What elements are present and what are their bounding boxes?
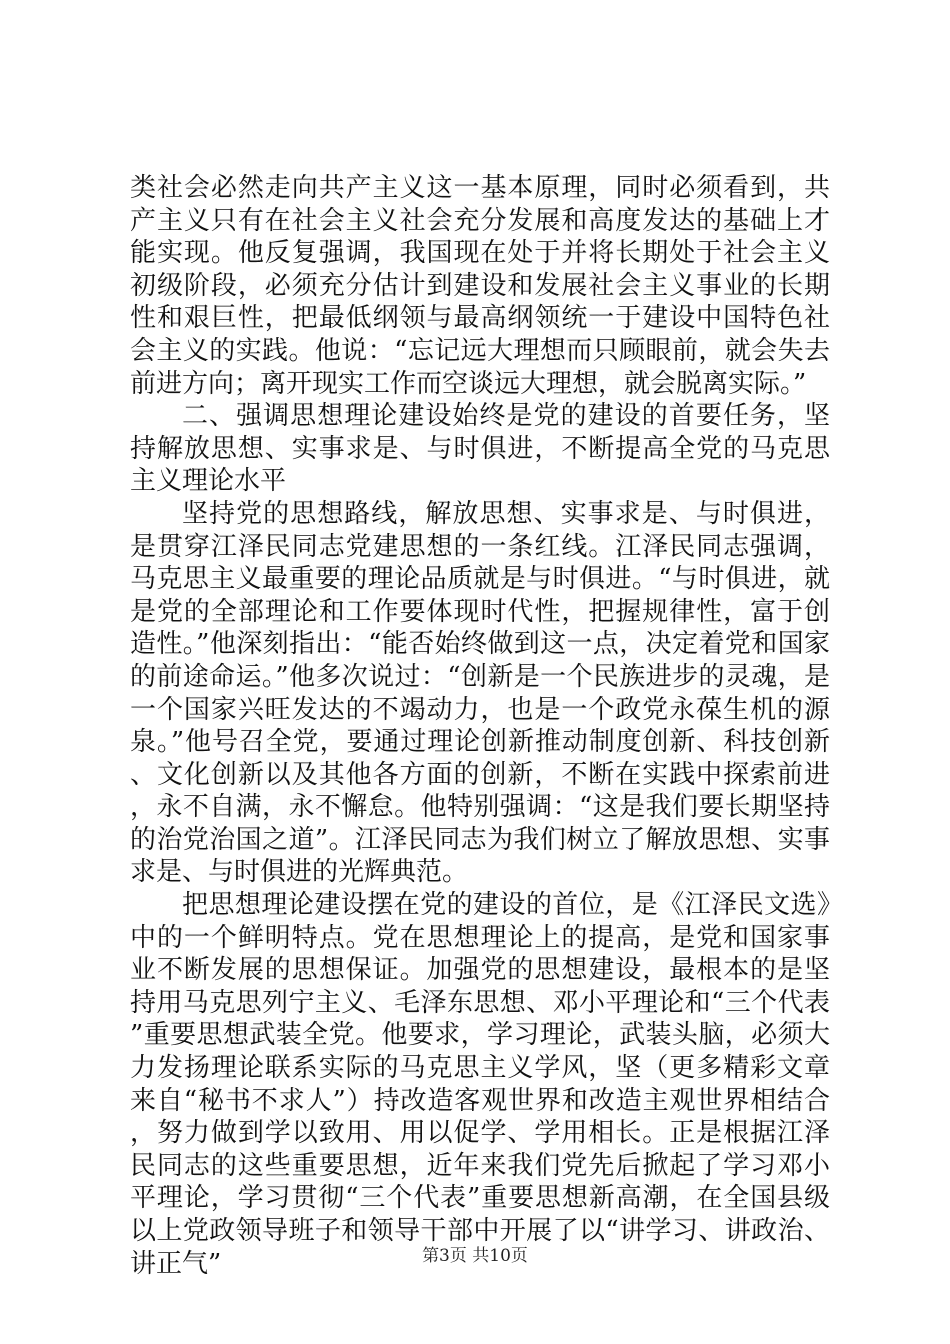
paragraph-continuation: 类社会必然走向共产主义这一基本原理，同时必须看到，共产主义只有在社会主义社会充分发展和高度发达的基础上才能实现。他反复强调，我国现在处于并将长期处于社会主义初级阶段，必须充分估计到建设和发展社会主义事业的长期性和艰巨性，把最低纲领与最高纲领统一于建设中国特色社会主义的实践。他说：“忘记远大理想而只顾眼前，就会失去前进方向；离开现实工作而空谈远大理想，就会脱离实际。”	[130, 173, 830, 399]
page-number-footer: 第3页 共10页	[422, 1246, 528, 1266]
paragraph-thought-line: 坚持党的思想路线，解放思想、实事求是、与时俱进，是贯穿江泽民同志党建思想的一条红线。江泽民同志强调，马克思主义最重要的理论品质就是与时俱进。“与时俱进，就是党的全部理论和工作要体现时代性，把握规律性，富于创造性。”他深刻指出：“能否始终做到这一点，决定着党和国家的前途命运。”他多次说过：“创新是一个民族进步的灵魂，是一个国家兴旺发达的不竭动力，也是一个政党永葆生机的源泉。”他号召全党，要通过理论创新推动制度创新、科技创新、文化创新以及其他各方面的创新，不断在实践中探索前进，永不自满，永不懈怠。他特别强调：“这是我们要长期坚持的治党治国之道”。江泽民同志为我们树立了解放思想、实事求是、与时俱进的光辉典范。	[130, 498, 830, 888]
document-body	[130, 172, 830, 1280]
section-heading: 二、强调思想理论建设始终是党的建设的首要任务，坚持解放思想、实事求是、与时俱进，不断提高全党的马克思主义理论水平	[130, 401, 830, 497]
paragraph-theory-building: 把思想理论建设摆在党的建设的首位，是《江泽民文选》中的一个鲜明特点。党在思想理论上的提高，是党和国家事业不断发展的思想保证。加强党的思想建设，最根本的是坚持用马克思列宁主义、毛泽东思想、邓小平理论和“三个代表”重要思想武装全党。他要求，学习理论，武装头脑，必须大力发扬理论联系实际的马克思主义学风，坚（更多精彩文章来自“秘书不求人”）持改造客观世界和改造主观世界相结合，努力做到学以致用、用以促学、学用相长。正是根据江泽民同志的这些重要思想，近年来我们党先后掀起了学习邓小平理论，学习贯彻“三个代表”重要思想新高潮，在全国县级以上党政领导班子和领导干部中开展了以“讲学习、讲政治、讲正气”	[130, 890, 830, 1279]
